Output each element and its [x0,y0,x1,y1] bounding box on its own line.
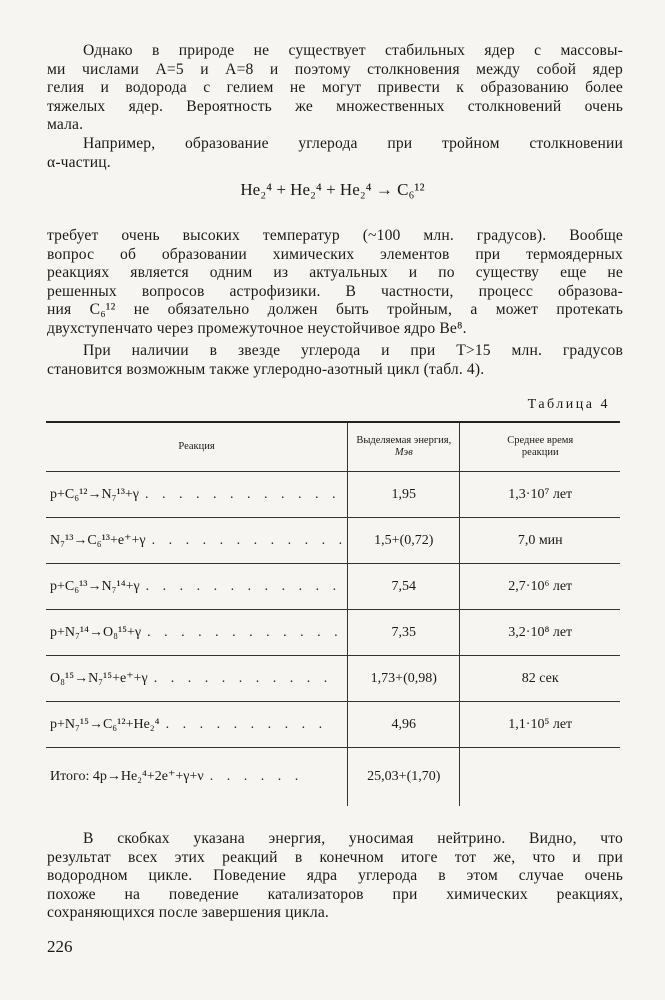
text-line: Например, образование углерода при тройном столкновении [83,135,623,152]
text-line: тяжелых ядер. Вероятность же множественных столкновений очень [47,97,623,115]
text-line: гелия и водорода с гелием не могут привести к образованию более [47,79,623,97]
energy-cell: 1,73+(0,98) [348,656,460,702]
time-cell: 2,7·10⁶ лет [460,564,620,610]
text-line: реакциях является одним из актуальных и по существу еще не [47,264,623,282]
text-line: водородном цикле. Поведение ядра углерода в этом случае очень [47,867,623,885]
leader-dots: . . . . . . [209,769,304,785]
total-energy-cell: 25,03+(1,70) [348,748,460,806]
header-energy [348,422,460,472]
paragraph-3 [47,227,623,339]
paragraph-2 [47,135,623,172]
reaction-cell [46,564,348,610]
text-line: вопрос об образовании химических элементов при термоядерных [47,245,623,263]
header-time: Среднее время реакции [460,422,620,472]
reaction-cell [46,472,348,518]
header-energy-label: Выделяемая энергия, [356,435,452,446]
leader-dots: . . . . . . . . . . . . [145,578,342,594]
table-row [46,518,620,564]
reaction-cell [46,656,348,702]
text-line: двухступенчато через промежуточное неустойчивое ядро Be⁸. [47,319,467,337]
time-cell: 3,2·10⁸ лет [460,610,620,656]
paragraph-4 [47,342,623,379]
energy-cell: 1,95 [348,472,460,518]
reaction-cell [46,702,348,748]
table-row [46,472,620,518]
table-total-row [46,748,620,806]
time-cell: 82 сек [460,656,620,702]
leader-dots: . . . . . . . . . . . . [144,486,341,502]
text-line: похоже на поведение катализаторов при химических реакциях, [47,885,623,903]
paragraph-1 [47,42,623,135]
time-cell: 1,1·10⁵ лет [460,702,620,748]
total-reaction-text: Итого: 4p→He₂⁴+2e⁺+γ+ν [50,769,204,785]
reaction-cell [46,518,348,564]
table-header-row [46,422,620,472]
header-reaction: Реакция [46,422,348,472]
energy-cell: 7,35 [348,610,460,656]
text-line: Однако в природе не существует стабильных ядер с массовы- [83,42,623,59]
text-line: результат всех этих реакций в конечном итоге тот же, что и при [47,848,623,866]
total-time-cell [460,748,620,806]
text-line: ния C₆¹² не обязательно должен быть тройным, а может протекать [47,301,623,319]
leader-dots: . . . . . . . . . . . [153,671,333,686]
reaction-text: N₇¹³→C₆¹³+e⁺+γ [50,533,146,548]
table-row [46,656,620,702]
reaction-text: p+C₆¹²→N₇¹³+γ [50,486,139,502]
time-cell: 7,0 мин [460,518,620,564]
reaction-text: p+C₆¹³→N₇¹⁴+γ [50,578,140,594]
text-line: ми числами A=5 и A=8 и поэтому столкновения между собой ядер [47,60,623,78]
table-row [46,564,620,610]
text-line: сохраняющихся после завершения цикла. [47,904,329,922]
energy-cell: 1,5+(0,72) [348,518,460,564]
time-cell: 1,3·10⁷ лет [460,472,620,518]
reaction-text: O₈¹⁵→N₇¹⁵+e⁺+γ [50,671,148,686]
leader-dots: . . . . . . . . . . . . [151,533,348,548]
page-number: 226 [47,937,73,956]
reaction-text: p+N₇¹⁴→O₈¹⁵+γ [50,624,142,640]
energy-cell: 7,54 [348,564,460,610]
reaction-table [46,421,620,806]
text-line: становится возможным также углеродно-азотный цикл (табл. 4). [47,360,485,378]
table-row [46,610,620,656]
leader-dots: . . . . . . . . . . . . [147,624,343,640]
table-caption: Таблица 4 [527,397,610,412]
paragraph-5 [47,830,623,923]
triple-alpha-formula: He₂⁴ + He₂⁴ + He₂⁴ → C₆¹² [240,180,425,199]
text-line: α-частиц. [47,153,111,171]
reaction-text: p+N₇¹⁵→C₆¹²+He₂⁴ [50,716,160,732]
energy-cell: 4,96 [348,702,460,748]
leader-dots: . . . . . . . . . . [165,716,328,732]
total-reaction-cell [46,748,348,806]
reaction-cell [46,610,348,656]
header-energy-unit: Мэв [394,447,413,458]
text-line: мала. [47,116,84,134]
text-line: В скобках указана энергия, уносимая нейтрино. Видно, что [83,830,623,847]
text-line: При наличии в звезде углерода и при T>15 млн. градусов [83,342,623,359]
table-row [46,702,620,748]
text-line: требует очень высоких температур (~100 млн. градусов). Вообще [47,227,623,244]
text-line: решенных вопросов астрофизики. В частности, процесс образова- [47,282,623,300]
